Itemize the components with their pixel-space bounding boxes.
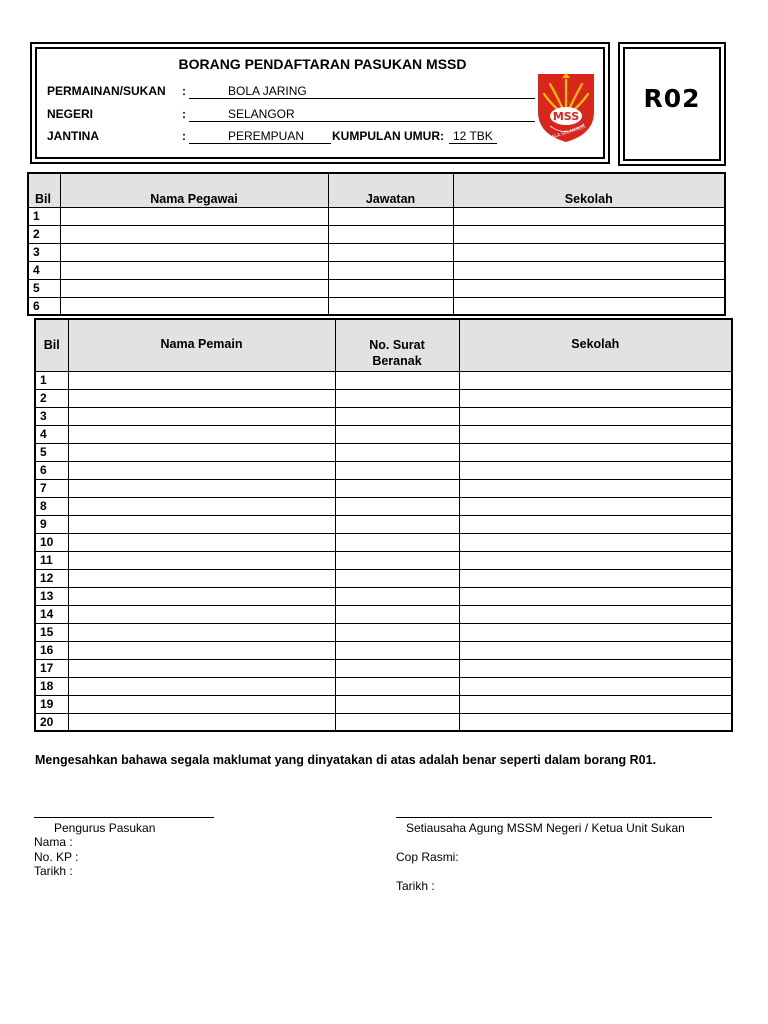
pemain-row-number: 18 bbox=[35, 677, 68, 695]
pemain-row-cell[interactable] bbox=[335, 641, 459, 659]
pemain-row-number: 16 bbox=[35, 641, 68, 659]
pegawai-header-bil: Bil bbox=[28, 173, 60, 207]
pemain-row-cell[interactable] bbox=[68, 623, 335, 641]
pemain-row-cell[interactable] bbox=[68, 551, 335, 569]
pemain-row-cell[interactable] bbox=[459, 641, 732, 659]
pemain-row-cell[interactable] bbox=[335, 551, 459, 569]
pemain-header-nama: Nama Pemain bbox=[68, 319, 335, 371]
nama-label: Nama : bbox=[34, 835, 73, 849]
mss-logo bbox=[536, 72, 596, 144]
pemain-row-cell[interactable] bbox=[335, 533, 459, 551]
pemain-row-cell[interactable] bbox=[335, 569, 459, 587]
tarikh-left-label: Tarikh : bbox=[34, 864, 73, 878]
pemain-row-cell[interactable] bbox=[335, 407, 459, 425]
pemain-row-cell[interactable] bbox=[335, 371, 459, 389]
pegawai-row-cell[interactable] bbox=[60, 261, 328, 279]
permainan-colon: : bbox=[182, 84, 186, 98]
pemain-row-cell[interactable] bbox=[459, 677, 732, 695]
pemain-row bbox=[35, 389, 732, 407]
pegawai-row bbox=[28, 261, 725, 279]
umur-value: 12 TBK bbox=[453, 129, 493, 143]
pemain-row-cell[interactable] bbox=[335, 659, 459, 677]
negeri-underline bbox=[189, 121, 535, 122]
pemain-row-number: 19 bbox=[35, 695, 68, 713]
pemain-row bbox=[35, 443, 732, 461]
pemain-row bbox=[35, 677, 732, 695]
permainan-value: BOLA JARING bbox=[228, 84, 307, 98]
pemain-row-cell[interactable] bbox=[459, 713, 732, 731]
pemain-row-number: 4 bbox=[35, 425, 68, 443]
right-signature-title: Setiausaha Agung MSSM Negeri / Ketua Unit Sukan bbox=[406, 821, 685, 835]
pemain-row bbox=[35, 605, 732, 623]
pemain-row-cell[interactable] bbox=[459, 551, 732, 569]
pegawai-row-cell[interactable] bbox=[60, 243, 328, 261]
left-signature-line bbox=[34, 817, 214, 818]
jantina-label: JANTINA bbox=[47, 129, 100, 143]
negeri-label: NEGERI bbox=[47, 107, 94, 121]
pemain-row bbox=[35, 569, 732, 587]
pemain-row-number: 10 bbox=[35, 533, 68, 551]
pemain-row-cell[interactable] bbox=[68, 443, 335, 461]
pegawai-row bbox=[28, 243, 725, 261]
pemain-row bbox=[35, 425, 732, 443]
permainan-label: PERMAINAN/SUKAN bbox=[47, 84, 166, 98]
pemain-row-number: 17 bbox=[35, 659, 68, 677]
confirmation-text: Mengesahkan bahawa segala maklumat yang dinyatakan di atas adalah benar seperti dalam borang R01. bbox=[35, 753, 657, 767]
pegawai-row-cell[interactable] bbox=[328, 243, 453, 261]
pemain-row-number: 20 bbox=[35, 713, 68, 731]
form-code: R02 bbox=[643, 84, 701, 113]
pemain-row-cell[interactable] bbox=[68, 533, 335, 551]
pegawai-row bbox=[28, 225, 725, 243]
pemain-row bbox=[35, 659, 732, 677]
pemain-row-cell[interactable] bbox=[68, 677, 335, 695]
pemain-row-cell[interactable] bbox=[335, 605, 459, 623]
pemain-row-number: 12 bbox=[35, 569, 68, 587]
pemain-row bbox=[35, 533, 732, 551]
negeri-value: SELANGOR bbox=[228, 107, 295, 121]
pemain-row-cell[interactable] bbox=[335, 443, 459, 461]
pegawai-row-number: 4 bbox=[28, 261, 60, 279]
pemain-row bbox=[35, 461, 732, 479]
pegawai-row-cell[interactable] bbox=[60, 207, 328, 225]
pemain-row-cell[interactable] bbox=[335, 425, 459, 443]
pegawai-row-number: 2 bbox=[28, 225, 60, 243]
pemain-row-cell[interactable] bbox=[459, 533, 732, 551]
pegawai-row bbox=[28, 297, 725, 315]
pegawai-table bbox=[27, 172, 726, 316]
pemain-row-number: 5 bbox=[35, 443, 68, 461]
pegawai-row-cell[interactable] bbox=[328, 279, 453, 297]
pegawai-row-cell[interactable] bbox=[453, 297, 725, 315]
pemain-row-number: 6 bbox=[35, 461, 68, 479]
pegawai-row-cell[interactable] bbox=[60, 297, 328, 315]
right-signature-line bbox=[396, 817, 712, 818]
pegawai-row-cell[interactable] bbox=[328, 297, 453, 315]
pemain-row-cell[interactable] bbox=[68, 425, 335, 443]
pegawai-row-number: 1 bbox=[28, 207, 60, 225]
logo-text: MSS bbox=[552, 110, 580, 123]
pemain-row-number: 9 bbox=[35, 515, 68, 533]
pegawai-row-cell[interactable] bbox=[453, 243, 725, 261]
pemain-row bbox=[35, 587, 732, 605]
pegawai-row-cell[interactable] bbox=[328, 225, 453, 243]
pemain-header-bil: Bil bbox=[35, 319, 68, 371]
pemain-row-number: 3 bbox=[35, 407, 68, 425]
pemain-row-number: 2 bbox=[35, 389, 68, 407]
pemain-row-cell[interactable] bbox=[459, 425, 732, 443]
pegawai-row-number: 3 bbox=[28, 243, 60, 261]
pegawai-row-cell[interactable] bbox=[453, 279, 725, 297]
pemain-row-cell[interactable] bbox=[459, 623, 732, 641]
cop-rasmi-label: Cop Rasmi: bbox=[396, 850, 459, 864]
pemain-row-cell[interactable] bbox=[459, 443, 732, 461]
pemain-row-cell[interactable] bbox=[459, 659, 732, 677]
pemain-row bbox=[35, 551, 732, 569]
jantina-underline bbox=[189, 143, 331, 144]
pegawai-row-cell[interactable] bbox=[453, 207, 725, 225]
pemain-row-cell[interactable] bbox=[68, 659, 335, 677]
pemain-row-cell[interactable] bbox=[335, 587, 459, 605]
logo-ring-text: KUALA SELANGOR bbox=[545, 124, 587, 143]
pemain-row bbox=[35, 515, 732, 533]
jantina-colon: : bbox=[182, 129, 186, 143]
tarikh-right-label: Tarikh : bbox=[396, 879, 435, 893]
pemain-row-cell[interactable] bbox=[68, 497, 335, 515]
pemain-row-cell[interactable] bbox=[459, 605, 732, 623]
pemain-row-cell[interactable] bbox=[459, 515, 732, 533]
pemain-row-cell[interactable] bbox=[459, 389, 732, 407]
pemain-row-cell[interactable] bbox=[335, 515, 459, 533]
pemain-row-cell[interactable] bbox=[68, 389, 335, 407]
pegawai-row-cell[interactable] bbox=[328, 261, 453, 279]
pemain-row-number: 11 bbox=[35, 551, 68, 569]
pegawai-row-cell[interactable] bbox=[328, 207, 453, 225]
permainan-underline bbox=[189, 98, 535, 99]
pemain-row-cell[interactable] bbox=[459, 479, 732, 497]
pegawai-row-cell[interactable] bbox=[60, 225, 328, 243]
pemain-row-cell[interactable] bbox=[459, 695, 732, 713]
pegawai-row-number: 6 bbox=[28, 297, 60, 315]
pemain-row bbox=[35, 713, 732, 731]
pemain-row bbox=[35, 623, 732, 641]
pemain-row-number: 15 bbox=[35, 623, 68, 641]
left-signature-title: Pengurus Pasukan bbox=[54, 821, 156, 835]
pegawai-header-jawatan: Jawatan bbox=[328, 173, 453, 207]
pemain-row bbox=[35, 641, 732, 659]
pemain-row-cell[interactable] bbox=[68, 371, 335, 389]
pemain-row-cell[interactable] bbox=[335, 623, 459, 641]
pemain-row-cell[interactable] bbox=[459, 371, 732, 389]
pemain-row bbox=[35, 407, 732, 425]
pemain-row-cell[interactable] bbox=[459, 461, 732, 479]
pemain-row-cell[interactable] bbox=[335, 695, 459, 713]
pemain-row-cell[interactable] bbox=[459, 569, 732, 587]
pemain-row-cell[interactable] bbox=[335, 479, 459, 497]
umur-underline bbox=[449, 143, 497, 144]
pemain-row-cell[interactable] bbox=[459, 497, 732, 515]
pemain-row-cell[interactable] bbox=[335, 389, 459, 407]
pemain-row-cell[interactable] bbox=[68, 695, 335, 713]
pemain-row-cell[interactable] bbox=[68, 515, 335, 533]
pemain-row-cell[interactable] bbox=[335, 677, 459, 695]
pemain-row-cell[interactable] bbox=[68, 461, 335, 479]
pemain-row bbox=[35, 371, 732, 389]
pemain-row-cell[interactable] bbox=[68, 713, 335, 731]
pemain-row-number: 13 bbox=[35, 587, 68, 605]
form-title: BORANG PENDAFTARAN PASUKAN MSSD bbox=[178, 56, 467, 72]
pemain-row-number: 14 bbox=[35, 605, 68, 623]
jantina-value: PEREMPUAN bbox=[228, 129, 305, 143]
pemain-row-cell[interactable] bbox=[335, 497, 459, 515]
pemain-row-cell[interactable] bbox=[68, 605, 335, 623]
pemain-row-cell[interactable] bbox=[68, 587, 335, 605]
pemain-header-sekolah: Sekolah bbox=[459, 319, 732, 371]
pegawai-row bbox=[28, 279, 725, 297]
pemain-row-number: 1 bbox=[35, 371, 68, 389]
negeri-colon: : bbox=[182, 107, 186, 121]
pemain-row-cell[interactable] bbox=[68, 479, 335, 497]
pegawai-row-cell[interactable] bbox=[60, 279, 328, 297]
pegawai-row-number: 5 bbox=[28, 279, 60, 297]
pemain-row-cell[interactable] bbox=[335, 461, 459, 479]
no-kp-label: No. KP : bbox=[34, 850, 79, 864]
pegawai-row-cell[interactable] bbox=[453, 261, 725, 279]
pemain-row-cell[interactable] bbox=[459, 587, 732, 605]
pemain-header-surat: No. Surat Beranak bbox=[335, 319, 459, 371]
pemain-row-cell[interactable] bbox=[68, 641, 335, 659]
pemain-row-cell[interactable] bbox=[68, 569, 335, 587]
pemain-row bbox=[35, 479, 732, 497]
pemain-row bbox=[35, 695, 732, 713]
pegawai-row-cell[interactable] bbox=[453, 225, 725, 243]
pegawai-header-sekolah: Sekolah bbox=[453, 173, 725, 207]
pemain-row-number: 7 bbox=[35, 479, 68, 497]
pemain-row-cell[interactable] bbox=[68, 407, 335, 425]
pegawai-header-nama: Nama Pegawai bbox=[60, 173, 328, 207]
pemain-row-cell[interactable] bbox=[335, 713, 459, 731]
pegawai-row bbox=[28, 207, 725, 225]
pemain-table bbox=[34, 318, 733, 732]
pemain-row-cell[interactable] bbox=[459, 407, 732, 425]
pemain-row bbox=[35, 497, 732, 515]
pemain-row-number: 8 bbox=[35, 497, 68, 515]
umur-label: KUMPULAN UMUR: bbox=[332, 129, 444, 143]
